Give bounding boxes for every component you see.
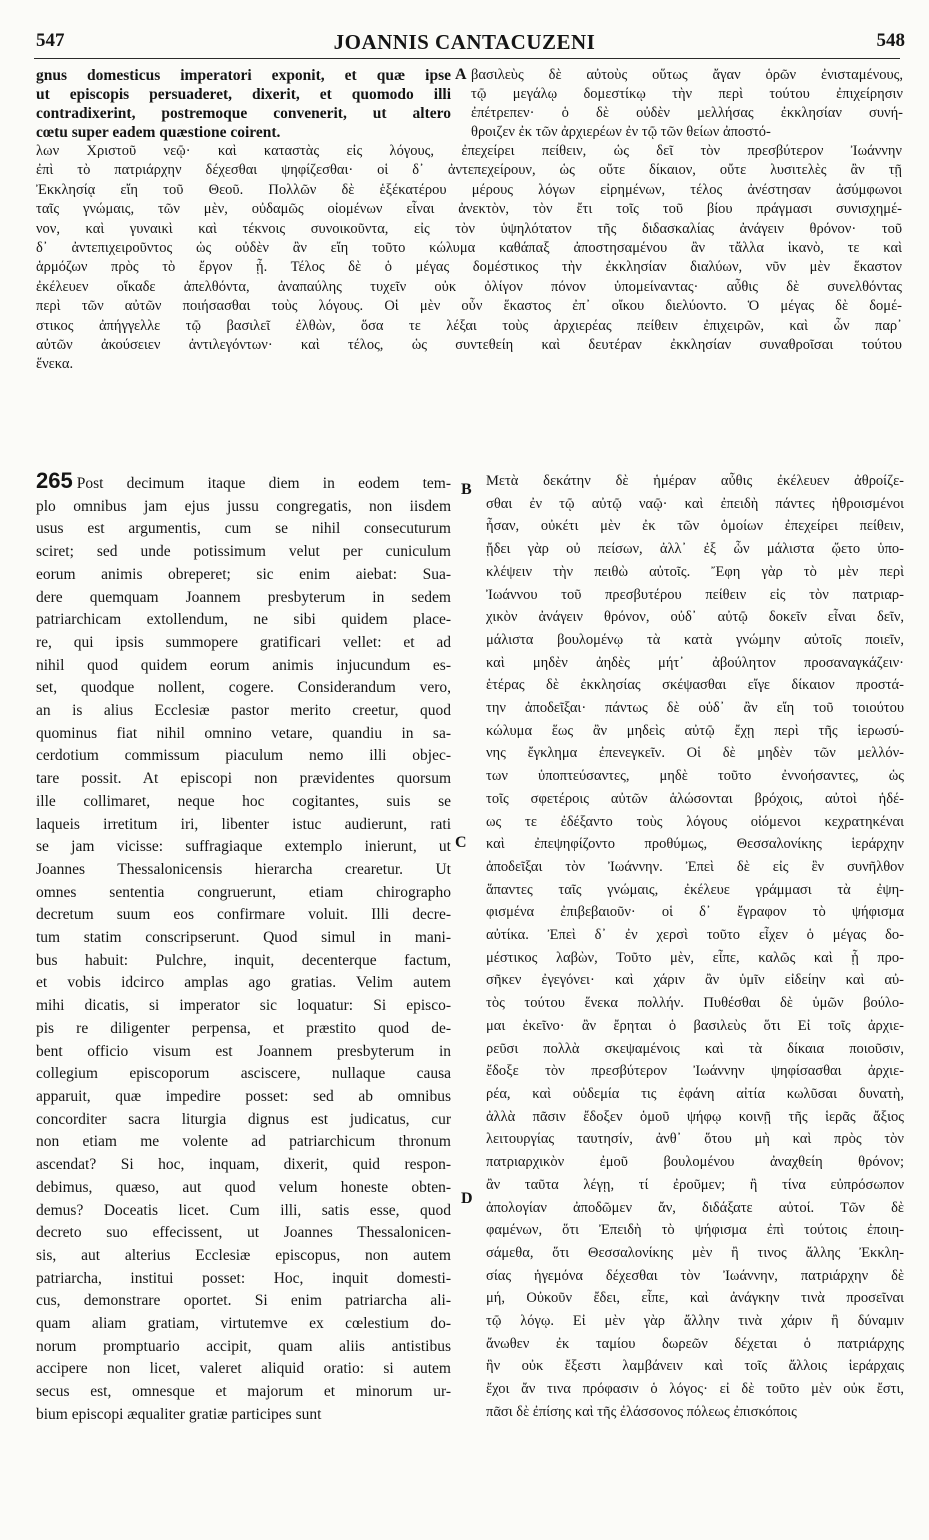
latin-line: non etiam me volente ad patriarchicum thronum <box>36 1133 451 1151</box>
running-title: JOANNIS CANTACUZENI <box>333 30 596 54</box>
latin-line: usus est argumentis, cum se nihil consecuturum <box>36 520 451 538</box>
greek-line: ἀπολογίαν ἀποδῶμεν ἄν, διδάξατε αὐτοί. Τῶν δὲ <box>486 1199 904 1216</box>
latin-line: decretum suum eos confirmare voluit. Illi decre- <box>36 906 451 924</box>
latin-line: sciret; sed unde potissimum velut per cuniculum <box>36 543 451 561</box>
latin-line: Joannes Thessalonicensis hierarcha crearetur. Ut <box>36 860 451 878</box>
latin-line: bium episcopi æqualiter gratiæ participes sunt <box>36 1405 322 1423</box>
greek-line: μέστικος λαβὼν, Τοῦτο μὲν, εἶπε, καλῶς καὶ ᾗ προ- <box>486 949 904 966</box>
greek-line: ως τε ἐδέξαντο τοὺς λόγους οἰόμενοι κεχρατηκέναι <box>486 813 904 830</box>
top-greek-line: ἐπέτρεπεν· ὁ δὲ οὐδὲν μελλήσας ἐκκλησίαν συνή- <box>471 105 903 121</box>
latin-line: eorum animis obreperet; sic enim aiebat: Sua- <box>36 565 451 583</box>
greek-line: Μετὰ δεκάτην δὲ ἡμέραν αὖθις ἐκέλευεν ἀθροίζε- <box>486 473 904 489</box>
greek-line: σῆκεν ἐγεγόνει· καὶ χάριν ἂν ὑμῖν εἰδείην καὶ αὐ- <box>486 972 904 989</box>
top-greek-line: τῷ μεγάλῳ δομεστίκῳ τὴν περὶ τούτου ἐπιχείρησιν <box>471 86 903 102</box>
latin-line: quam aliam gratiam, virtutemve ex cœlestium do- <box>36 1315 451 1333</box>
latin-line: ascendat? Si hoc, inquam, dixerit, quid respon- <box>36 1156 451 1174</box>
greek-line: των ὑποπτεύσαντες, μηδὲ τοῦτο ἐννοήσαντες, ὡς <box>486 768 904 785</box>
latin-line: omnes sententia congruerunt, etiam chirographo <box>36 883 451 901</box>
greek-line: μή, Οὐκοῦν ἔδει, εἶπε, καὶ ἀνάγκην τινὰ προσεῖναι <box>486 1290 904 1307</box>
latin-line: dere quemquam Joannem presbyterum in sedem <box>36 588 451 606</box>
latin-line: patriarcha, institui posset: Hoc, inquit domesti- <box>36 1269 451 1287</box>
greek-line: ρεῦσι πολλὰ σκεψαμένοις καὶ τὰ δίκαια ποιοῦσιν, <box>486 1040 904 1057</box>
margin-marker-c: C <box>455 834 467 851</box>
page-number-right: 548 <box>876 30 905 51</box>
top-full-line: ἐκέλευεν οἴκαδε ἀπελθόντα, ἀναπαύλης τυχεῖν οὐκ ὀλίγον πόνον ὑπομείναντας· αὖθις δὲ συνελθόντας <box>36 278 902 295</box>
top-full-line: δ᾽ ἀντεπιχειροῦντος ὡς οὐδὲν ἂν εἴη τοῦτο κώλυμα καθάπαξ ἀποστησαμένου ἂν τἄλλα ἱκανὸ, τε καὶ <box>36 240 902 257</box>
top-greek-fullwidth-block <box>36 142 902 375</box>
greek-line: ἅπαντες ταῖς γνώμαις, ἐκέλευε γράμμασι τὰ ἐψη- <box>486 881 904 898</box>
greek-line: ἑτέρας δὲ ἐκκλησίας σκέψασθαι εἴγε δίκαιον προστά- <box>486 677 904 694</box>
greek-line: λειτουργίας ταυτησίν, ἀνθ᾽ ὅτου μὴ καὶ πρὸς τὸν <box>486 1131 904 1148</box>
latin-line: secus est, omnesque et majorum et minorum ur- <box>36 1383 451 1401</box>
latin-line: norum promptuario accipit, quam aliis antistibus <box>36 1337 451 1355</box>
greek-line: τῷ λόγῳ. Εἰ μὲν γὰρ ἄλλην τινὰ χάριν ἢ δύναμιν <box>486 1313 904 1330</box>
top-full-line: περὶ τῶν αὐτῶν ποιήσασθαι τοὺς λόγους. Οἱ μὲν οὖν ἕκαστος ἐπ᾽ οἴκου διελύοντο. Ὁ μέγας δὲ δομέ- <box>36 298 902 315</box>
greek-line: ἦσαν, οὐκέτι μὲν ἐκ τῶν ὁμοίων ἐπεχείρει πείθειν, <box>486 518 904 535</box>
greek-line: φαμένων, ὅτι Ἐπειδὴ τὸ ψήφισμα ἐπὶ τούτοις ἐποιη- <box>486 1222 904 1239</box>
greek-line: ἔδοξε τὸν πρεσβύτερον Ἰωάννην ψηφίσασθαι ἀρχιε- <box>486 1063 904 1080</box>
top-full-line: λων Χριστοῦ νεῷ· καὶ καταστὰς εἰς λόγους, ἐπεχείρει πείθειν, ὡς δεῖ τὸν πρεσβύτερον Ἰωάννην <box>36 143 902 159</box>
latin-line-text: Post decimum itaque diem in eodem tem- <box>76 475 451 492</box>
latin-line: bus habuit: Pulchre, inquit, decenterque factum, <box>36 951 451 969</box>
latin-line: debimus, quæso, aut quod velum honeste obten- <box>36 1178 451 1196</box>
latin-line: plo omnibus jam ejus jussu congregatis, non iisdem <box>36 497 451 515</box>
latin-line <box>36 470 451 496</box>
top-latin-line: cœtu super eadem quæstione coirent. <box>36 124 281 141</box>
section-number: 265 <box>36 470 73 493</box>
top-latin-line: gnus domesticus imperatori exponit, et quæ ipse <box>36 67 451 84</box>
margin-marker-d: D <box>461 1190 473 1207</box>
greek-line: μάλιστα βουλομένῳ τὰ κατὰ γνώμην αὐτοῖς ποιεῖν, <box>486 631 904 648</box>
greek-line: καὶ ἐπεψηφίζοντο προθύμως, Θεσσαλονίκης ἱεράρχην <box>486 836 904 853</box>
top-full-line: στικος ἀπήγγελλε τῷ βασιλεῖ ἐλθὼν, ὅσα τε λέξαι τοὺς ἀρχιερέας πείθειν ἐπιχειρῶν, καὶ ὧν παρ᾽ <box>36 317 902 334</box>
latin-line: mihi dicatis, si imperator sic loquatur: Si episco- <box>36 997 451 1015</box>
greek-line: μαι ἐκεῖνο· ἂν ἔρηται ὁ βασιλεὺς ὅτι Εἰ τοῖς ἀρχιε- <box>486 1017 904 1034</box>
greek-line: αὐτίκα. Ἐπεὶ δ᾽ ἐν χερσὶ τοῦτο εἶχεν ὁ μέγας δο- <box>486 927 904 944</box>
top-latin-line: ut episcopis persuaderet, dixerit, et quomodo illi <box>36 86 451 103</box>
top-greek-line: θροιζεν ἐκ τῶν ἀρχιερέων ἐν τῷ τῶν θείων ἀποστό- <box>471 124 771 140</box>
greek-line: κώλυμα ἕως ἂν μηδεὶς αὐτῷ ἔχῃ περὶ τῆς ἱερωσύ- <box>486 722 904 739</box>
greek-line: σάμεθα, ὅτι Θεσσαλονίκης μὲν ἢ τινος ἄλλης Ἐκκλη- <box>486 1244 904 1261</box>
latin-line: bent officio visum est Joannem presbyterum in <box>36 1042 451 1060</box>
greek-line: ρέα, καὶ οὐδεμία τις ἐφάνη αἰτία κωλῦσαι δυνατὴ, <box>486 1085 904 1102</box>
latin-line: sis, aut alterius Ecclesiæ episcopus, non autem <box>36 1246 451 1264</box>
greek-line: ἄνωθεν ἐκ ταμίου δωρεῶν δέχεται ὁ πατριάρχης <box>486 1335 904 1352</box>
greek-line: κλέψειν τὴν πειθὼ αὐτοῖς. Ἔφη γὰρ τὸ μὲν περὶ <box>486 563 904 580</box>
greek-line: σίας ἡγεμόνα δέχεσθαι τὸν Ἰωάννην, πατριάρχην δὲ <box>486 1267 904 1284</box>
header-rule <box>34 58 900 59</box>
greek-line: την ἀποδεῖξαι· πάντως δὲ οὐδ᾽ ἂν εἴη τοῦ τοιούτου <box>486 700 904 717</box>
greek-line: φισμένα ἐπιβεβαιοῦν· οἱ δ᾽ ἔγραφον τὸ ψήφισμα <box>486 904 904 921</box>
top-full-line: ἐπὶ τὸ πατριάρχην δέχεσθαι ψηφίζεσθαι· οἱ δ᾽ ἀντεπεχείρουν, ὡς οὔτε δίκαιον, οὔτε λυσιτελὲς ἂν τῇ <box>36 162 902 179</box>
latin-line: set, quodque nollent, cogere. Considerandum vero, <box>36 679 451 697</box>
margin-marker-b: B <box>461 481 472 498</box>
latin-line: patriarchicam extollendum, ne sibi quidem place- <box>36 611 451 629</box>
greek-line: τὸς τούτου ἕνεκα πολλήν. Πυθέσθαι δὲ ὑμῶν βούλο- <box>486 995 904 1012</box>
greek-line: νης ἔγκλημα ἐπενεγκεῖν. Οἱ δὲ μηδὲν τῶν μελλόν- <box>486 745 904 762</box>
greek-line: πατριαρχικὸν ἐμοῦ βουλομένου ἀναχθείη θρόνον; <box>486 1154 904 1171</box>
top-greek-block <box>471 66 903 142</box>
latin-column <box>36 470 451 1427</box>
latin-line: apparuit, quæ impedire posset: sed ab omnibus <box>36 1087 451 1105</box>
greek-line: χικὸν ἀνάγειν θρόνον, οὐδ᾽ αὐτῷ δοκεῖν εἶναι δεῖν, <box>486 609 904 626</box>
greek-line: ἔχοι ἄν τινα πρόφασιν ὁ λόγος· εἰ δὲ τοῦτο μὲν οὐκ ἔστι, <box>486 1381 904 1398</box>
page-header <box>0 0 929 60</box>
top-full-line: Ἐκκλησίᾳ εἴη τοῦ Θεοῦ. Πολλῶν δὲ ἑξέκατέρου μέρους λόγων εἰρημένων, τέλος ἀνέστησαν ἀσύμφωνοι <box>36 181 902 198</box>
greek-line: τοῖς σφετέροις αὐτῶν ἁλώσονται βρόχοις, αὐτοὶ ἡδέ- <box>486 790 904 807</box>
latin-line: cus, demonstrare oportet. Si enim patriarcha ali- <box>36 1292 451 1310</box>
latin-line: tare possit. At episcopi non prævidentes quorsum <box>36 770 451 788</box>
top-full-line: αὐτῶν ἀκούσειεν ἀντιλεγόντων· καὶ τέλος, ὡς συντεθείη καὶ δευτέραν ἐκκλησίαν συναθροῖσαι τούτου <box>36 337 902 354</box>
latin-line: quominus fiat nihil omnino vetare, quandiu in sa- <box>36 724 451 742</box>
latin-line: et vobis idcirco amplas ago gratias. Velim autem <box>36 974 451 992</box>
latin-line: ille collimaret, neque hoc cogitantes, suis se <box>36 792 451 810</box>
latin-line: nihil quod quidem eorum animis injucundum es- <box>36 656 451 674</box>
greek-line: ᾔδει γὰρ οὐ πείσων, ἀλλ᾽ ἐξ ὧν μάλιστα ᾤετο ὑπο- <box>486 541 904 558</box>
greek-line: ἀλλὰ πᾶσιν ἔδοξεν ὁμοῦ ψήφῳ κοινῇ τῆς ἱερᾶς ἄξιος <box>486 1108 904 1125</box>
top-latin-line: contradixerint, postremoque convenerit, ut altero <box>36 105 451 122</box>
latin-line: collegium episcoporum asciscere, nullaque causa <box>36 1065 451 1083</box>
latin-line: an is alius Ecclesiæ pastor merito creetur, quod <box>36 702 451 720</box>
latin-line: accipere non licet, valeret aliquid oratio: si autem <box>36 1360 451 1378</box>
latin-line: pis re diligenter perpensa, et præstito quod de- <box>36 1019 451 1037</box>
latin-line: cerdotium commissum piaculum nemo illi objec- <box>36 747 451 765</box>
greek-line: Ἰωάννου τοῦ πρεσβυτέρου πείθειν εἰς τὸν πατριαρ- <box>486 586 904 603</box>
top-full-line: ἁρμόζων πρὸς τὸ ἔργον ᾖ. Τέλος δὲ ὁ μέγας δομέστικος τὴν ἐκκλησίαν διαλύων, νῦν μὲν ἕκαστον <box>36 259 902 276</box>
greek-line: πᾶσι δὲ ἐπίσης καὶ τῆς ἐλάσσονος πόλεως ἐπισκόποις <box>486 1403 797 1420</box>
greek-line: ἀποδεῖξαι τὸν Ἰωάννην. Ἐπεὶ δὲ εἰς ἓν συνῆλθον <box>486 858 904 875</box>
latin-line: tum statim conscripserunt. Quod simul in mani- <box>36 929 451 947</box>
greek-line: σθαι ἐν τῷ αὐτῷ ναῷ· καὶ ἐπειδὴ πάντες ἠθροισμένοι <box>486 495 904 512</box>
page-number-left: 547 <box>36 30 65 51</box>
greek-line: καὶ μηδὲν ἀηδὲς μήτ᾽ ἀβούλητον προσαναγκάζειν· <box>486 654 904 671</box>
top-full-line: νον, καὶ γυναικὶ καὶ τέκνοις συνοικοῦντα, εἰς τὸν ὑψηλότατον τῆς διδασκαλίας ἀνάγειν θρόνον· τοῦ <box>36 220 902 237</box>
latin-line: laqueis irretitum iri, libenter istuc audierunt, rati <box>36 815 451 833</box>
top-full-line: ἕνεκα. <box>36 356 74 373</box>
top-greek-line: βασιλεὺς δὲ αὐτοὺς οὕτως ἄγαν ὁρῶν ἐνισταμένους, <box>471 67 903 83</box>
greek-column <box>486 470 904 1424</box>
top-full-line: ταῖς γνώμαις, τῶν μὲν, οὐδαμῶς οἰομένων εἶναι ἀνεκτὸν, τὸν ἔτι τοῖς τοῦ βίου πράγμασι συνισχημέ- <box>36 201 902 218</box>
latin-line: concorditer sacra liturgia dignus est judicatus, cur <box>36 1110 451 1128</box>
top-latin-block <box>36 66 451 142</box>
margin-marker-a: A <box>455 66 467 83</box>
latin-line: se jam vicisse: suffragiaque extemplo inierunt, ut <box>36 838 451 856</box>
latin-line: demus? Doceatis licet. Cum illi, satis esse, quod <box>36 1201 451 1219</box>
greek-line: ἣν οὐκ ἔξεστι λαμβάνειν καὶ τοῖς ἄλλοις ἱεράρχαις <box>486 1358 904 1375</box>
latin-line: re, qui ipsis summopere gratificari vellet: et ad <box>36 633 451 651</box>
latin-line: decreto suo effecissent, ut Joannes Thessalonicen- <box>36 1224 451 1242</box>
greek-line: ἂν ταῦτα λέγῃ, τί ἐροῦμεν; ἢ τίνα εὐπρόσωπον <box>486 1176 904 1193</box>
